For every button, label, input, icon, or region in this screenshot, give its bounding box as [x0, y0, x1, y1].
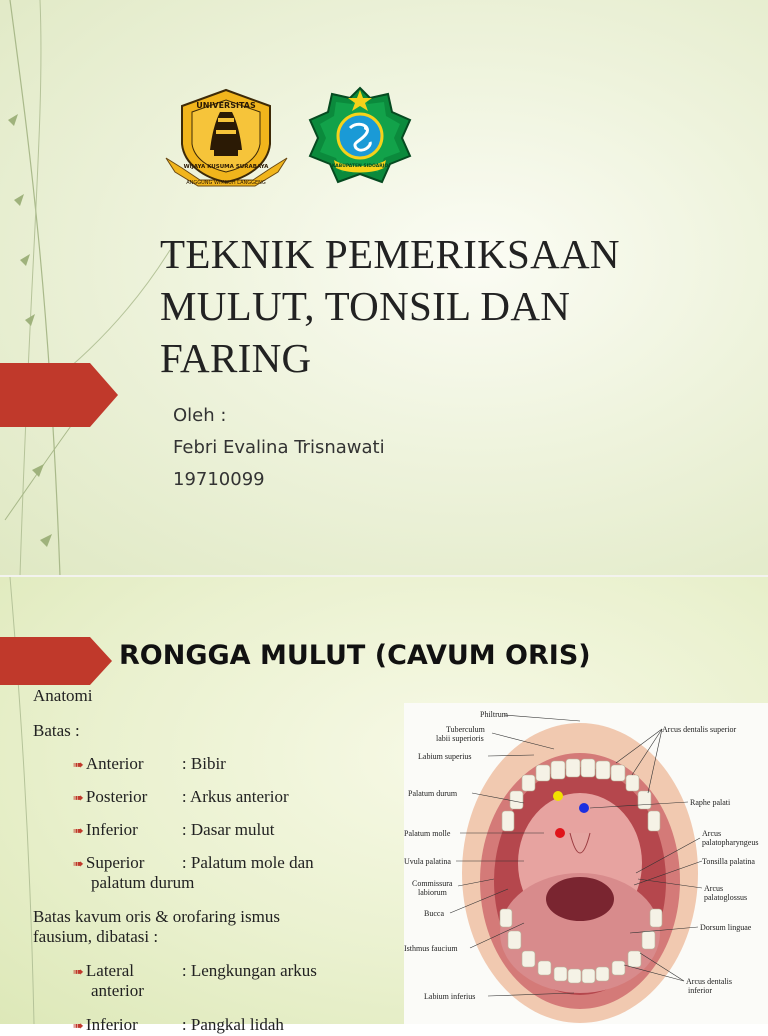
byline: Oleh : — [173, 405, 227, 426]
list-item: ➠ Inferior : Pangkal lidah — [73, 1015, 284, 1034]
title-line-1: TEKNIK PEMERIKSAAN — [160, 231, 620, 277]
author-block — [173, 400, 385, 496]
regency-ribbon-text: KABUPATEN SIDOARJO — [331, 164, 389, 169]
lateral-continuation: anterior — [91, 981, 144, 1000]
label-arcus-dentalis-superior: Arcus dentalis superior — [662, 725, 737, 734]
label-arcus-pg: Arcus — [704, 884, 724, 893]
bullet-arrow-icon: ➠ — [73, 757, 84, 772]
title-line-2: MULUT, TONSIL DAN — [160, 283, 571, 329]
list-item: ➠ Lateral : Lengkungan arkus — [73, 961, 317, 980]
anatomi-heading: Anatomi — [33, 686, 93, 705]
list-item: ➠ Superior : Palatum mole dan — [73, 853, 314, 872]
label-arcus-pg-2: palatoglossus — [704, 893, 748, 902]
list-item: ➠ Anterior : Bibir — [73, 754, 226, 773]
label-philtrum: Philtrum — [480, 710, 509, 719]
logo-ring-text: WIJAYA KUSUMA SURABAYA — [183, 164, 269, 170]
marker-dot-red — [555, 828, 565, 838]
label-uvula: Uvula palatina — [404, 857, 451, 866]
label-commissura-2: labiorum — [418, 888, 447, 897]
label-isthmus-faucium: Isthmus faucium — [404, 944, 458, 953]
label-commissura: Commissura — [412, 879, 453, 888]
logo-ribbon-text: ANGGUNG WIMBUH LANGGENG — [186, 180, 266, 186]
bullet-arrow-icon: ➠ — [73, 964, 84, 979]
label-dorsum-linguae: Dorsum linguae — [700, 923, 752, 932]
label-bucca: Bucca — [424, 909, 444, 918]
list-item: ➠ Posterior : Arkus anterior — [73, 787, 289, 806]
marker-dot-yellow — [553, 791, 563, 801]
title-line-3: FARING — [160, 335, 312, 381]
label-arcus-dentalis-inferior: Arcus dentalis — [686, 977, 732, 986]
batas-heading: Batas : — [33, 721, 80, 740]
presentation-title — [160, 228, 750, 384]
label-arcus-dentalis-inferior-2: inferior — [688, 986, 712, 995]
label-tuberculum-2: labii superioris — [436, 734, 484, 743]
label-palatum-molle: Palatum molle — [404, 829, 451, 838]
label-raphe-palati: Raphe palati — [690, 798, 731, 807]
list-item: ➠ Inferior : Dasar mulut — [73, 820, 275, 839]
bullet-arrow-icon: ➠ — [73, 856, 84, 871]
slide-title: RONGGA MULUT (CAVUM ORIS) — [119, 640, 591, 671]
label-palatum-durum: Palatum durum — [408, 789, 458, 798]
accent-arrow-tab — [0, 363, 118, 427]
oral-cavity-diagram — [404, 703, 768, 1024]
label-labium-superius: Labium superius — [418, 752, 472, 761]
label-arcus-pp: Arcus — [702, 829, 722, 838]
batas2-line-1: Batas kavum oris & orofaring ismus — [33, 907, 280, 926]
student-id: 19710099 — [173, 469, 265, 490]
university-logo — [160, 88, 293, 188]
label-tuberculum: Tuberculum — [446, 725, 485, 734]
label-labium-inferius: Labium inferius — [424, 992, 476, 1001]
bullet-arrow-icon: ➠ — [73, 823, 84, 838]
bullet-arrow-icon: ➠ — [73, 1018, 84, 1033]
label-arcus-pp-2: palatopharyngeus — [702, 838, 759, 847]
label-tonsilla-palatina: Tonsilla palatina — [702, 857, 755, 866]
regency-logo — [306, 84, 414, 186]
accent-arrow-tab-2 — [0, 629, 118, 693]
bullet-arrow-icon: ➠ — [73, 790, 84, 805]
superior-continuation: palatum durum — [91, 873, 195, 892]
author-name: Febri Evalina Trisnawati — [173, 437, 385, 458]
batas2-line-2: fausium, dibatasi : — [33, 927, 159, 946]
logo-ring-top: UNIVERSITAS — [196, 101, 256, 110]
marker-dot-blue — [579, 803, 589, 813]
